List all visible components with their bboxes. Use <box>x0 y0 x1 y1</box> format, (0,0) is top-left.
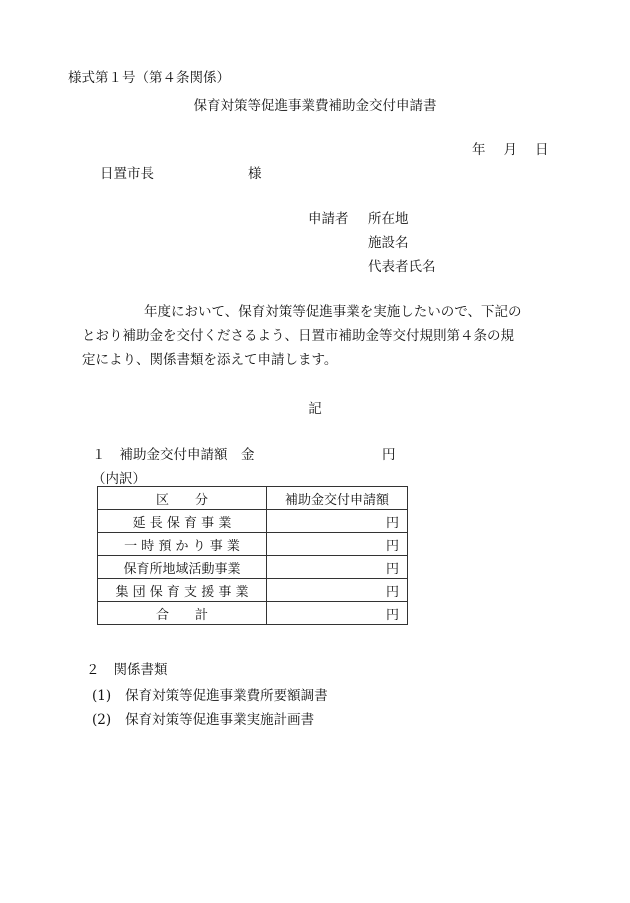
document-item-number: (2) <box>92 712 112 728</box>
section-2-heading <box>86 658 168 678</box>
body-line-1: 年度において、保育対策等促進事業を実施したいので、下記の <box>144 304 522 320</box>
table-header-row <box>98 487 408 510</box>
section-1-label: 補助金交付申請額 金 <box>119 447 255 463</box>
row-category: 保育所地域活動事業 <box>98 556 267 579</box>
total-label: 合 計 <box>98 602 267 625</box>
row-category: 延 長 保 育 事 業 <box>98 510 267 533</box>
breakdown-label: （内訳） <box>92 471 146 487</box>
section-1-heading <box>92 443 255 463</box>
document-title: 保育対策等促進事業費補助金交付申請書 <box>193 98 437 114</box>
document-item-name: 保育対策等促進事業費所要額調書 <box>125 688 328 704</box>
application-body <box>82 300 562 372</box>
table-row <box>98 510 408 533</box>
date-day: 日 <box>535 142 549 158</box>
date-month: 月 <box>503 142 517 158</box>
date-year: 年 <box>472 142 486 158</box>
applicant-facility-label: 施設名 <box>368 235 409 251</box>
section-2-label: 関係書類 <box>113 662 168 678</box>
applicant-address-label: 所在地 <box>368 211 409 227</box>
table-row <box>98 533 408 556</box>
addressee-name: 日置市長 <box>100 166 154 182</box>
date-line <box>472 138 549 158</box>
table-row <box>98 556 408 579</box>
applicant-representative-label: 代表者氏名 <box>368 259 436 275</box>
header-amount: 補助金交付申請額 <box>267 487 408 510</box>
document-item-number: (1) <box>92 688 112 704</box>
document-item-2 <box>92 708 314 728</box>
document-item-name: 保育対策等促進事業実施計画書 <box>125 712 315 728</box>
section-1-yen: 円 <box>382 447 396 463</box>
body-line-3: 定により、関係書類を添えて申請します。 <box>82 352 338 368</box>
addressee-honorific: 様 <box>248 166 262 182</box>
body-line-2: とおり補助金を交付くださるよう、日置市補助金等交付規則第４条の規 <box>82 328 514 344</box>
table-total-row <box>98 602 408 625</box>
breakdown-table <box>97 486 408 625</box>
document-item-1 <box>92 684 328 704</box>
section-2-number: ２ <box>86 662 100 678</box>
row-amount: 円 <box>267 533 408 556</box>
row-category: 集 団 保 育 支 援 事 業 <box>98 579 267 602</box>
row-amount: 円 <box>267 510 408 533</box>
applicant-label: 申請者 <box>308 211 349 227</box>
row-category: 一 時 預 か り 事 業 <box>98 533 267 556</box>
form-number: 様式第１号（第４条関係） <box>68 70 230 86</box>
header-category: 区 分 <box>98 487 267 510</box>
ki-heading: 記 <box>308 401 322 417</box>
row-amount: 円 <box>267 579 408 602</box>
section-1-number: １ <box>92 447 106 463</box>
table-row <box>98 579 408 602</box>
total-amount: 円 <box>267 602 408 625</box>
row-amount: 円 <box>267 556 408 579</box>
